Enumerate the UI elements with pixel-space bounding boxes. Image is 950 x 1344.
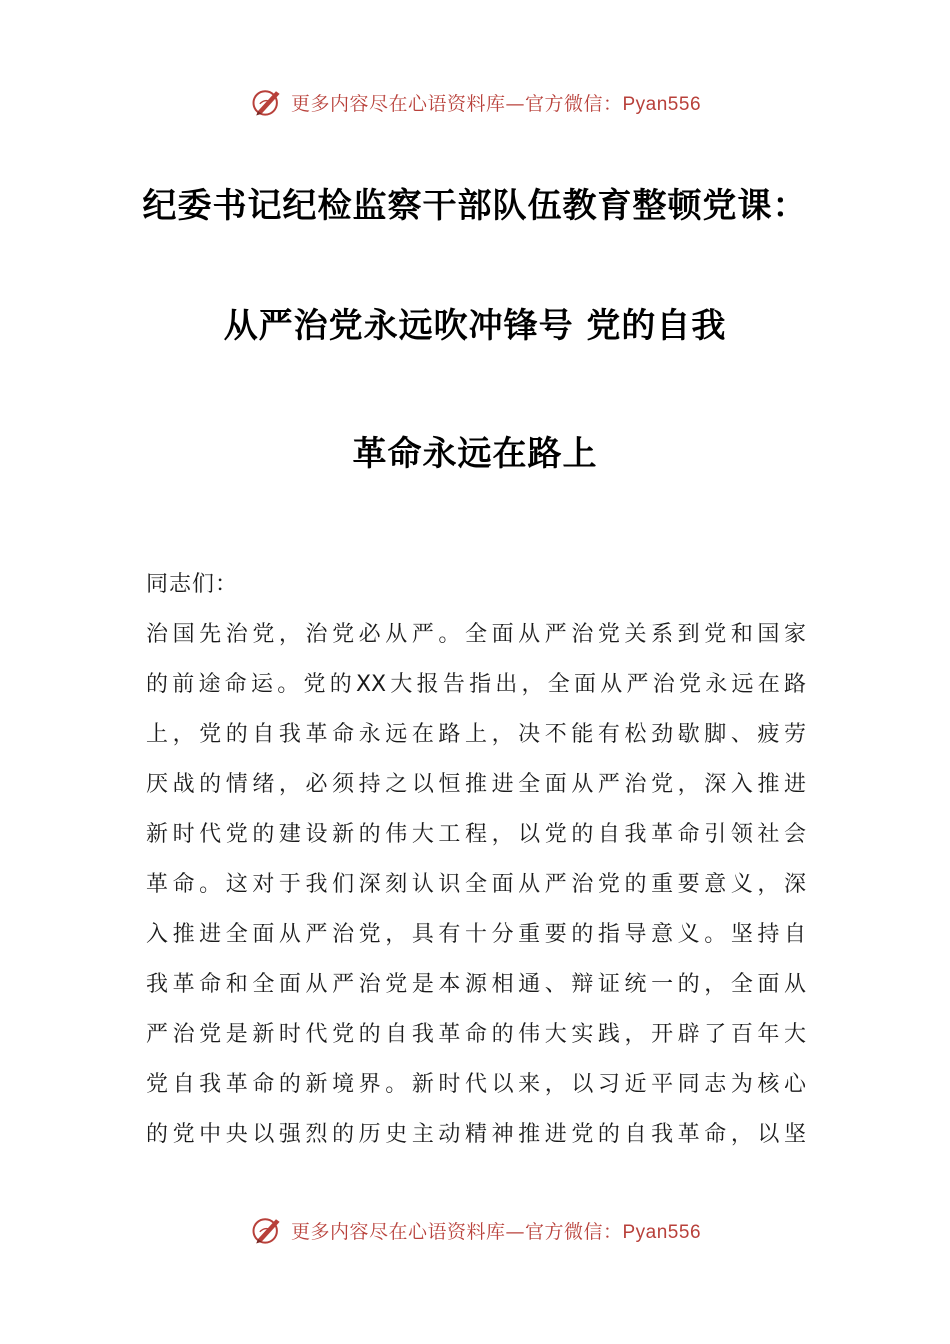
banner-wechat-label: 官方微信： <box>524 1220 623 1243</box>
banner-wechat-id: Pyan556 <box>622 1221 702 1243</box>
body-line: 严治党是新时代党的自我革命的伟大实践，开辟了百年大 <box>146 1022 806 1047</box>
document-title-line-2: 从严治党永远吹冲锋号 党的自我 <box>223 306 727 346</box>
banner-text <box>291 89 701 116</box>
body-line: 的前途命运。党的XX大报告指出，全面从严治党永远在路 <box>146 672 806 697</box>
salutation: 同志们： <box>146 572 239 597</box>
banner-library-text: 更多内容尽在心语资料库 <box>290 92 506 115</box>
footer-banner <box>0 1210 950 1250</box>
body-line: 新时代党的建设新的伟大工程，以党的自我革命引领社会 <box>146 822 806 847</box>
body-paragraph <box>146 610 806 1160</box>
header-banner <box>0 82 950 122</box>
pen-logo-icon <box>249 84 285 120</box>
body-line: 入推进全面从严治党，具有十分重要的指导意义。坚持自 <box>146 922 806 947</box>
body-line: 革命。这对于我们深刻认识全面从严治党的重要意义，深 <box>146 872 806 897</box>
banner-wechat-id: Pyan556 <box>622 93 702 115</box>
document-title-line-1: 纪委书记纪检监察干部队伍教育整顿党课： <box>142 186 808 226</box>
banner-library-text: 更多内容尽在心语资料库 <box>290 1220 506 1243</box>
banner-dash: — <box>505 92 525 115</box>
banner-text <box>291 1217 701 1244</box>
banner-dash: — <box>505 1220 525 1243</box>
body-line: 我革命和全面从严治党是本源相通、辩证统一的，全面从 <box>146 972 806 997</box>
pen-logo-icon <box>249 1212 285 1248</box>
banner-wechat-label: 官方微信： <box>524 92 623 115</box>
body-line: 的党中央以强烈的历史主动精神推进党的自我革命，以坚 <box>146 1122 806 1147</box>
body-line: 党自我革命的新境界。新时代以来，以习近平同志为核心 <box>146 1072 806 1097</box>
document-title-line-3: 革命永远在路上 <box>352 434 598 474</box>
body-line: 厌战的情绪，必须持之以恒推进全面从严治党，深入推进 <box>146 772 806 797</box>
body-line: 上，党的自我革命永远在路上，决不能有松劲歇脚、疲劳 <box>146 722 806 747</box>
body-line: 治国先治党，治党必从严。全面从严治党关系到党和国家 <box>146 622 806 647</box>
